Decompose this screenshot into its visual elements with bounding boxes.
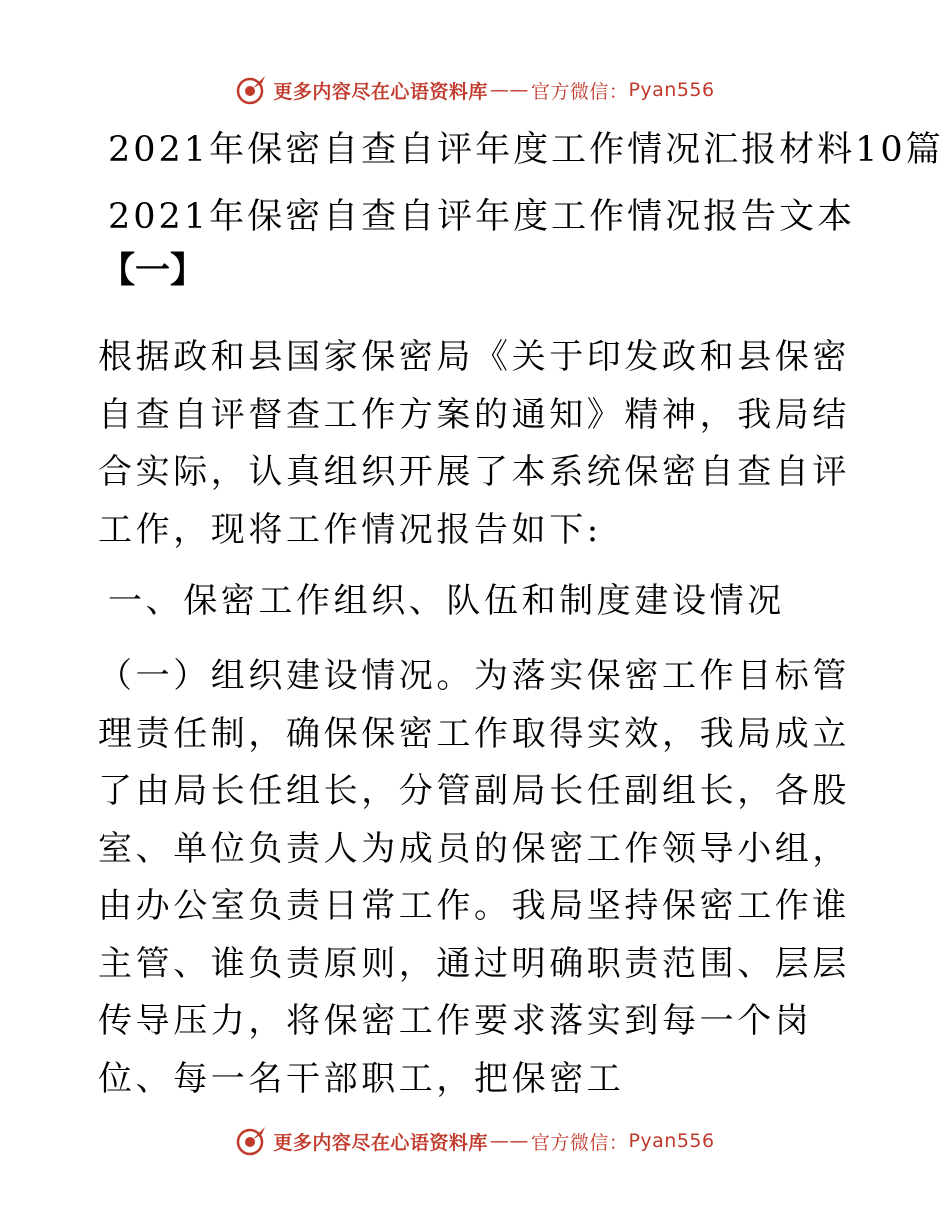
document-subtitle: 2021年保密自查自评年度工作情况报告文本 <box>108 197 856 237</box>
footer-watermark-banner <box>0 1121 950 1161</box>
intro-paragraph: 根据政和县国家保密局《关于印发政和县保密自查自评督查工作方案的通知》精神，我局结合实际，认真组织开展了本系统保密自查自评工作，现将工作情况报告如下: <box>98 337 850 550</box>
banner-account: Pyan556 <box>628 79 715 101</box>
part-label: 【一】 <box>100 250 206 291</box>
document-title: 2021年保密自查自评年度工作情况汇报材料10篇 <box>108 130 944 170</box>
section-body-paragraph: （一）组织建设情况。为落实保密工作目标管理责任制，确保保密工作取得实效，我局成立了由局长任组长，分管副局长任副组长，各股室、单位负责人为成员的保密工作领导小组，由办公室负责日常工作。我局坚持保密工作谁主管、谁负责原则，通过明确职责范围、层层传导压力，将保密工作要求落实到每一个岗位、每一名干部职工，把保密工 <box>98 656 850 1099</box>
quill-logo-icon <box>235 1125 267 1157</box>
banner-account: Pyan556 <box>628 1130 715 1152</box>
section-heading: 一、保密工作组织、队伍和制度建设情况 <box>108 581 785 621</box>
banner-label: 官方微信： <box>530 80 629 103</box>
banner-brand: 更多内容尽在心语资料库 <box>273 80 488 103</box>
banner-label: 官方微信： <box>530 1131 629 1154</box>
header-watermark-banner <box>0 70 950 110</box>
banner-separator: —— <box>489 79 529 101</box>
banner-separator: —— <box>489 1130 529 1152</box>
quill-logo-icon <box>235 74 267 106</box>
banner-brand: 更多内容尽在心语资料库 <box>273 1131 488 1154</box>
